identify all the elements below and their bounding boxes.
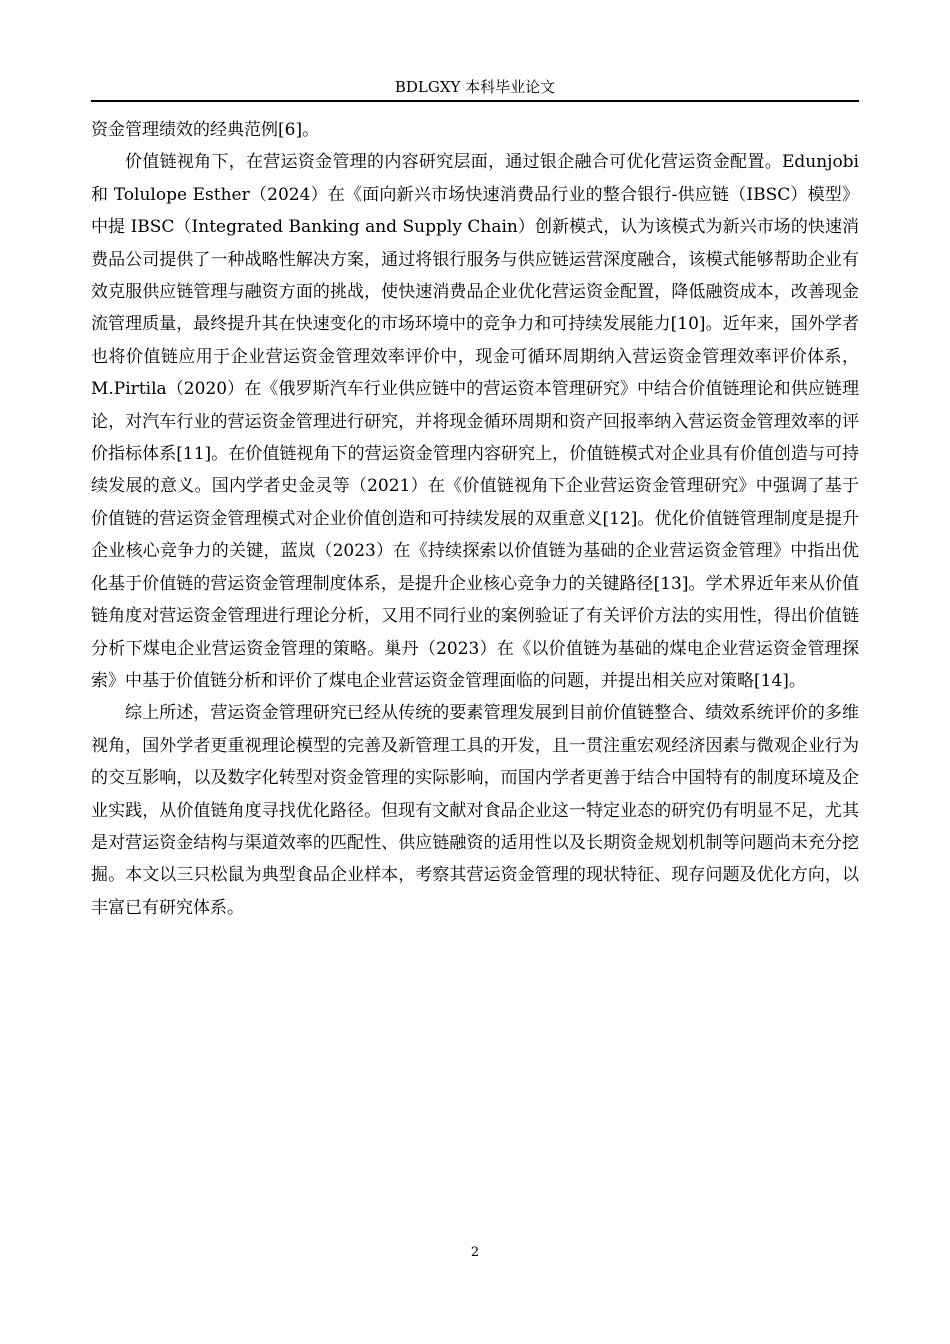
paragraph-value-chain-review: 价值链视角下，在营运资金管理的内容研究层面，通过银企融合可优化营运资金配置。Edunjobi 和 Tolulope Esther（2024）在《面向新兴市场快速消费品行业的整合银行-供应链（IBSC）模型》中提 IBSC（Integrated Banking and Supply Chain）创新模式，认为该模式为新兴市场的快速消费品公司提供了一种战略性解决方案，通过将银行服务与供应链运营深度融合，该模式能够帮助企业有效克服供应链管理与融资方面的挑战，使快速消费品企业优化营运资金配置，降低融资成本，改善现金流管理质量，最终提升其在快速变化的市场环境中的竞争力和可持续发展能力[10]。近年来，国外学者也将价值链应用于企业营运资金管理效率评价中，现金可循环周期纳入营运资金管理效率评价体系，M.Pirtila（2020）在《俄罗斯汽车行业供应链中的营运资本管理研究》中结合价值链理论和供应链理论，对汽车行业的营运资金管理进行研究，并将现金循环周期和资产回报率纳入营运资金管理效率的评价指标体系[11]。在价值链视角下的营运资金管理内容研究上，价值链模式对企业具有价值创造与可持续发展的意义。国内学者史金灵等（2021）在《价值链视角下企业营运资金管理研究》中强调了基于价值链的营运资金管理模式对企业价值创造和可持续发展的双重意义[12]。优化价值链管理制度是提升企业核心竞争力的关键，蓝岚（2023）在《持续探索以价值链为基础的企业营运资金管理》中指出优化基于价值链的营运资金管理制度体系，是提升企业核心竞争力的关键路径[13]。学术界近年来从价值链角度对营运资金管理进行理论分析，又用不同行业的案例验证了有关评价方法的实用性，得出价值链分析下煤电企业营运资金管理的策略。巢丹（2023）在《以价值链为基础的煤电企业营运资金管理探索》中基于价值链分析和评价了煤电企业营运资金管理面临的问题，并提出相关应对策略[14]。 xyxy=(91,152,859,691)
running-header: BDLGXY 本科毕业论文 xyxy=(394,78,556,96)
paragraph-continuation: 资金管理绩效的经典范例[6]。 xyxy=(91,120,320,140)
document-body xyxy=(91,114,859,924)
paragraph-summary: 综上所述，营运资金管理研究已经从传统的要素管理发展到目前价值链整合、绩效系统评价的多维视角，国外学者更重视理论模型的完善及新管理工具的开发，且一贯注重宏观经济因素与微观企业行为的交互影响，以及数字化转型对资金管理的实际影响，而国内学者更善于结合中国特有的制度环境及企业实践，从价值链角度寻找优化路径。但现有文献对食品企业这一特定业态的研究仍有明显不足，尤其是对营运资金结构与渠道效率的匹配性、供应链融资的适用性以及长期资金规划机制等问题尚未充分挖掘。本文以三只松鼠为典型食品企业样本，考察其营运资金管理的现状特征、现存问题及优化方向，以丰富已有研究体系。 xyxy=(91,703,859,918)
header-divider xyxy=(91,100,859,102)
page-number: 2 xyxy=(470,1245,480,1260)
